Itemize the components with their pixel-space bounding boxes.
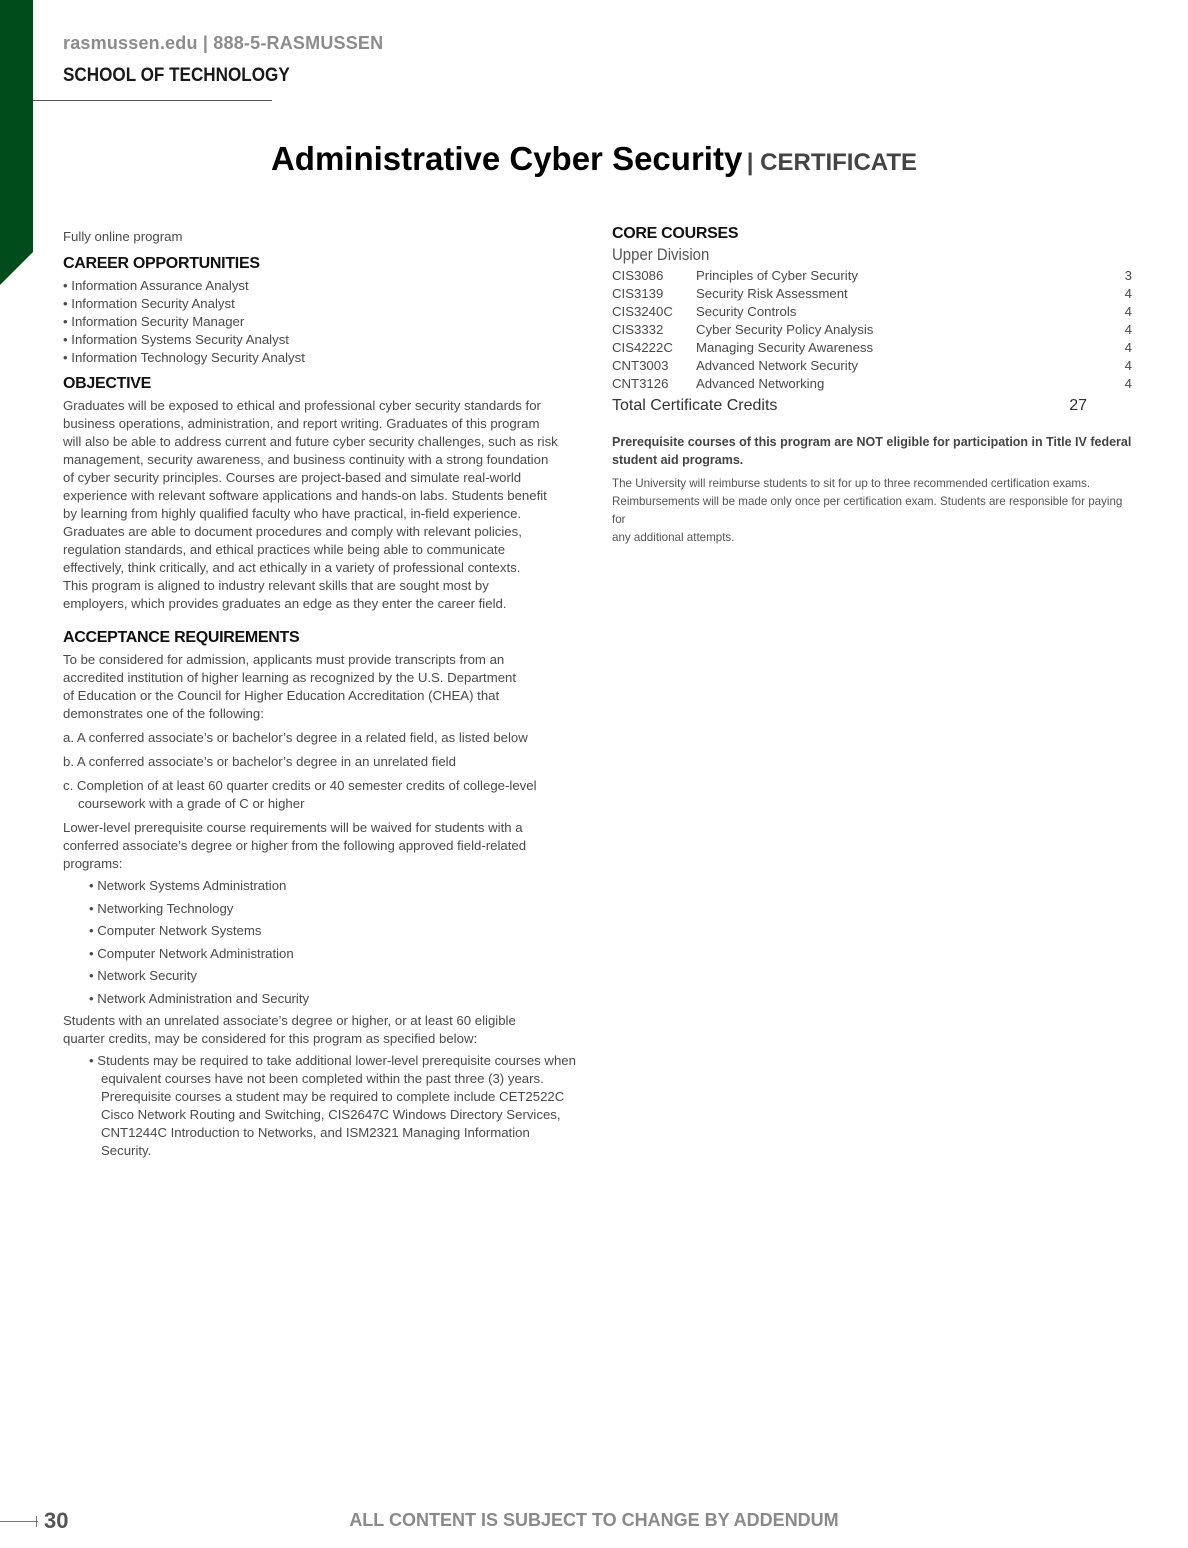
division-label: Upper Division <box>612 245 710 264</box>
text-line: quarter credits, may be considered for this program as specified below: <box>63 1030 478 1046</box>
list-item: • Networking Technology <box>89 900 234 916</box>
text-line: Prerequisite courses of this program are NOT eligible for participation in Title IV federal <box>612 435 1132 449</box>
text-line: will also be able to address current and future cyber security challenges, such as risk <box>63 434 558 449</box>
text-line: business operations, administration, and report writing. Graduates of this program <box>63 416 540 431</box>
right-column <box>612 225 1132 547</box>
objective-heading: OBJECTIVE <box>63 375 151 392</box>
page-number: 30 <box>44 1508 69 1533</box>
program-type: | CERTIFICATE <box>746 149 918 176</box>
core-courses-heading: CORE COURSES <box>612 225 739 242</box>
course-name: Cyber Security Policy Analysis <box>696 322 874 337</box>
text-line: demonstrates one of the following: <box>63 706 264 721</box>
text-line: management, security awareness, and business continuity with a strong foundation <box>63 452 549 467</box>
unrelated-text <box>63 1012 583 1048</box>
text-line: of Education or the Council for Higher Education Accreditation (CHEA) that <box>63 688 500 703</box>
course-credits: 3 <box>1124 268 1132 283</box>
text-line: effectively, think critically, and act ethically in a variety of professional contexts. <box>63 560 521 575</box>
course-code: CIS3139 <box>612 286 664 301</box>
list-item: • Students may be required to take additional lower-level prerequisite courses when equivalent courses have not been completed within the past three (3) years. Prerequisite courses a student may be required to complete include CET2522C Cisco Network Routing and Switching, CIS2647C Windows Directory Services, CNT1244C Introduction to Networks, and ISM2321 Managing Information Security. <box>89 1052 576 1158</box>
text-line: of cyber security principles. Courses are project-based and simulate real-world <box>63 470 522 485</box>
header-divider <box>33 100 272 101</box>
list-item: • Network Administration and Security <box>89 990 310 1006</box>
course-code: CNT3003 <box>612 358 669 373</box>
option-a: a. A conferred associate’s or bachelor’s degree in a related field, as listed below <box>63 730 528 745</box>
course-name: Principles of Cyber Security <box>696 268 858 283</box>
header-site: rasmussen.edu | 888-5-RASMUSSEN <box>63 33 384 53</box>
course-credits: 4 <box>1124 304 1132 319</box>
course-name: Security Controls <box>696 304 797 319</box>
total-credits-row <box>612 397 1087 415</box>
table-row <box>612 357 1132 375</box>
list-item: • Information Security Manager <box>63 314 245 329</box>
table-row <box>612 267 1132 285</box>
text-line: Students with an unrelated associate’s degree or higher, or at least 60 eligible <box>63 1012 516 1028</box>
total-credits-value: 27 <box>1069 397 1087 414</box>
total-credits-label: Total Certificate Credits <box>612 397 778 414</box>
list-item: • Network Systems Administration <box>89 878 287 893</box>
program-title: Administrative Cyber Security <box>270 140 743 177</box>
list-item: • Computer Network Administration <box>89 945 294 961</box>
course-credits: 4 <box>1124 376 1132 391</box>
objective-text <box>63 397 583 613</box>
text-line: student aid programs. <box>612 453 744 467</box>
text-line: programs: <box>63 856 123 871</box>
career-heading: CAREER OPPORTUNITIES <box>63 255 260 272</box>
text-line: conferred associate’s degree or higher from the following approved field-related <box>63 838 527 853</box>
list-item: • Computer Network Systems <box>89 923 262 939</box>
option-c: c. Completion of at least 60 quarter credits or 40 semester credits of college-level <box>63 778 537 793</box>
text-line: Graduates will be exposed to ethical and professional cyber security standards for <box>63 398 541 413</box>
course-credits: 4 <box>1124 358 1132 373</box>
course-name: Advanced Network Security <box>696 358 858 373</box>
left-column <box>63 228 583 1160</box>
option-c-cont: coursework with a grade of C or higher <box>78 796 305 811</box>
text-line: Graduates are able to document procedures and comply with relevant policies, <box>63 524 522 539</box>
reimbursement-note <box>612 475 1132 547</box>
list-item: • Network Security <box>89 968 197 984</box>
course-credits: 4 <box>1124 286 1132 301</box>
course-name: Managing Security Awareness <box>696 340 874 355</box>
text-line: Reimbursements will be made only once per certification exam. Students are responsible for paying for <box>612 495 1123 526</box>
list-item: • Information Assurance Analyst <box>63 278 249 293</box>
delivery-mode: Fully online program <box>63 229 183 244</box>
footer-disclaimer: ALL CONTENT IS SUBJECT TO CHANGE BY ADDENDUM <box>349 1510 839 1530</box>
list-item: • Information Systems Security Analyst <box>63 332 289 347</box>
table-row <box>612 303 1132 321</box>
text-line: employers, which provides graduates an edge as they enter the career field. <box>63 596 507 611</box>
list-item: • Information Security Analyst <box>63 296 235 311</box>
course-name: Security Risk Assessment <box>696 286 848 301</box>
course-code: CIS4222C <box>612 340 673 355</box>
text-line: This program is aligned to industry relevant skills that are sought most by <box>63 578 489 593</box>
text-line: To be considered for admission, applicants must provide transcripts from an <box>63 652 505 667</box>
table-row <box>612 285 1132 303</box>
page-title <box>0 140 1188 178</box>
acceptance-heading: ACCEPTANCE REQUIREMENTS <box>63 629 300 646</box>
text-line: any additional attempts. <box>612 531 735 544</box>
additional-list <box>63 1052 583 1160</box>
text-line: Lower-level prerequisite course requirements will be waived for students with a <box>63 820 523 835</box>
text-line: The University will reimburse students to sit for up to three recommended certification exams. <box>612 477 1091 490</box>
list-item: • Information Technology Security Analyst <box>63 350 305 365</box>
program-list <box>63 877 583 1008</box>
header-school: SCHOOL OF TECHNOLOGY <box>63 65 290 86</box>
table-row <box>612 321 1132 339</box>
text-line: accredited institution of higher learning as recognized by the U.S. Department <box>63 670 517 685</box>
course-code: CIS3332 <box>612 322 664 337</box>
waiver-text <box>63 819 583 873</box>
acceptance-intro <box>63 651 583 723</box>
course-credits: 4 <box>1124 340 1132 355</box>
prerequisite-note <box>612 433 1132 469</box>
course-code: CIS3086 <box>612 268 664 283</box>
text-line: regulation standards, and ethical practices while being able to communicate <box>63 542 506 557</box>
text-line: by learning from highly qualified faculty who have practical, in-field experience. <box>63 506 522 521</box>
table-row <box>612 339 1132 357</box>
course-credits: 4 <box>1124 322 1132 337</box>
career-list <box>63 277 583 367</box>
option-b: b. A conferred associate’s or bachelor’s degree in an unrelated field <box>63 754 456 769</box>
course-name: Advanced Networking <box>696 376 825 391</box>
course-code: CNT3126 <box>612 376 669 391</box>
course-code: CIS3240C <box>612 304 673 319</box>
course-table <box>612 267 1132 393</box>
table-row <box>612 375 1132 393</box>
text-line: experience with relevant software applications and hands-on labs. Students benefit <box>63 488 547 503</box>
